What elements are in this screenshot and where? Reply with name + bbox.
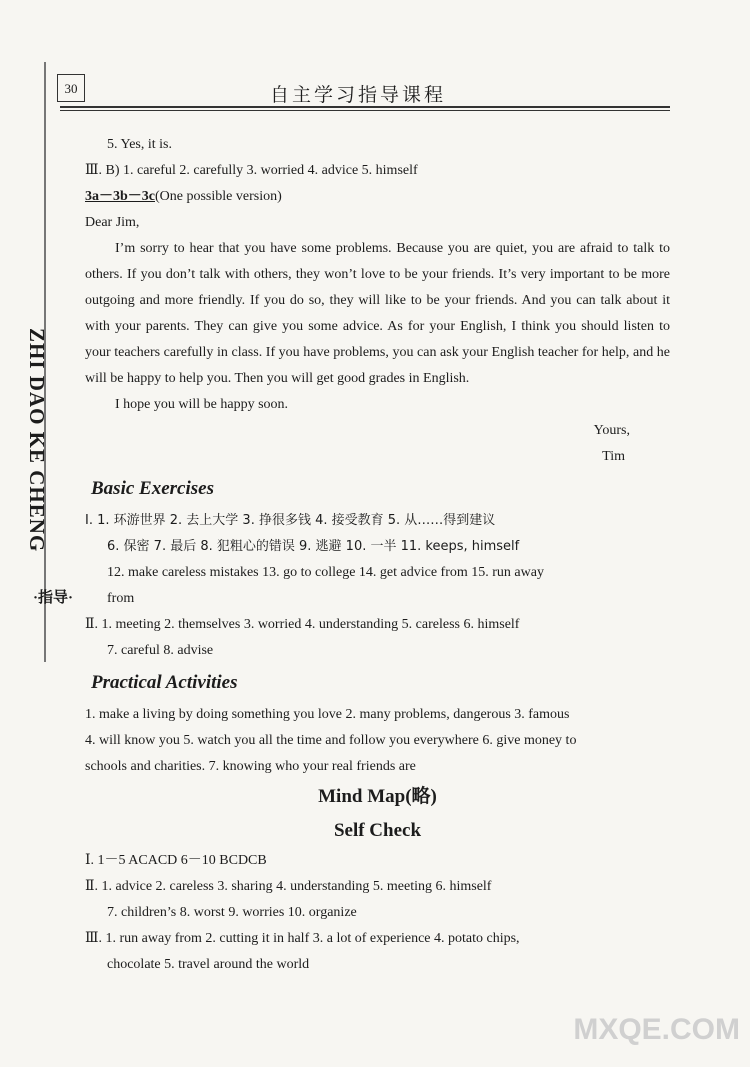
letter-signoff: Yours, (593, 423, 630, 438)
side-vertical-text: ZHI DAO KE CHENG (25, 328, 49, 553)
watermark: MXQE.COM (573, 1013, 740, 1046)
letter-greeting: Dear Jim, (85, 215, 140, 230)
letter-signature: Tim (602, 449, 625, 464)
answer-line: 7. children’s 8. worst 9. worries 10. organize (107, 905, 357, 920)
task-label: 3a－3b－3c (85, 189, 155, 204)
section-title-basic-exercises: Basic Exercises (91, 478, 214, 499)
answer-line: Ⅱ. 1. advice 2. careless 3. sharing 4. understanding 5. meeting 6. himself (85, 879, 492, 894)
answer-line: 7. careful 8. advise (107, 643, 214, 658)
header-rule-thin (60, 110, 670, 111)
task-note: (One possible version) (155, 189, 282, 204)
page-header-title: 自主学习指导课程 (270, 84, 447, 106)
answer-line: 5. Yes, it is. (107, 137, 172, 152)
page-content (85, 132, 670, 978)
answer-line: 6. 保密 7. 最后 8. 犯粗心的错误 9. 逃避 10. 一半 11. keeps, himself (107, 539, 520, 554)
section-title-self-check: Self Check (333, 820, 422, 841)
answer-line: 4. will know you 5. watch you all the time and follow you everywhere 6. give money to (85, 733, 577, 748)
section-title-practical-activities: Practical Activities (91, 672, 238, 693)
answer-line: 1. make a living by doing something you love 2. many problems, dangerous 3. famous (85, 707, 570, 722)
answer-heading-line (85, 184, 670, 210)
side-decoration: ·指导· (33, 590, 74, 606)
answer-line: Ⅲ. 1. run away from 2. cutting it in half 3. a lot of experience 4. potato chips, (85, 931, 520, 946)
section-title-mind-map: Mind Map(略) (318, 786, 437, 807)
answer-line: Ⅰ. 1－5 ACACD 6－10 BCDCB (85, 853, 267, 868)
letter-body: I’m sorry to hear that you have some problems. Because you are quiet, you are afraid to talk to others. If you don’t talk with others, they won’t love to be your friends. It’s very important to be more outgoing and more friendly. If you do so, they will like to be your friends. And you can talk about it with your parents. They can give you some advice. As for your English, I think you should listen to your teachers carefully in class. If you have problems, you can ask your English teacher for help, and he will be happy to help you. Then you will get good grades in English. (85, 241, 670, 386)
header-rule (60, 106, 670, 108)
page-number: 30 (57, 74, 85, 102)
answer-line: from (107, 591, 135, 606)
answer-line: Ⅱ. 1. meeting 2. themselves 3. worried 4. understanding 5. careless 6. himself (85, 617, 520, 632)
answer-line: Ⅲ. B) 1. careful 2. carefully 3. worried 4. advice 5. himself (85, 163, 418, 178)
answer-line: 12. make careless mistakes 13. go to college 14. get advice from 15. run away (107, 565, 544, 580)
letter-closing: I hope you will be happy soon. (115, 397, 289, 412)
answer-line: Ⅰ. 1. 环游世界 2. 去上大学 3. 挣很多钱 4. 接受教育 5. 从……得到建议 (85, 513, 496, 528)
answer-line: chocolate 5. travel around the world (107, 957, 310, 972)
answer-line: schools and charities. 7. knowing who your real friends are (85, 759, 416, 774)
